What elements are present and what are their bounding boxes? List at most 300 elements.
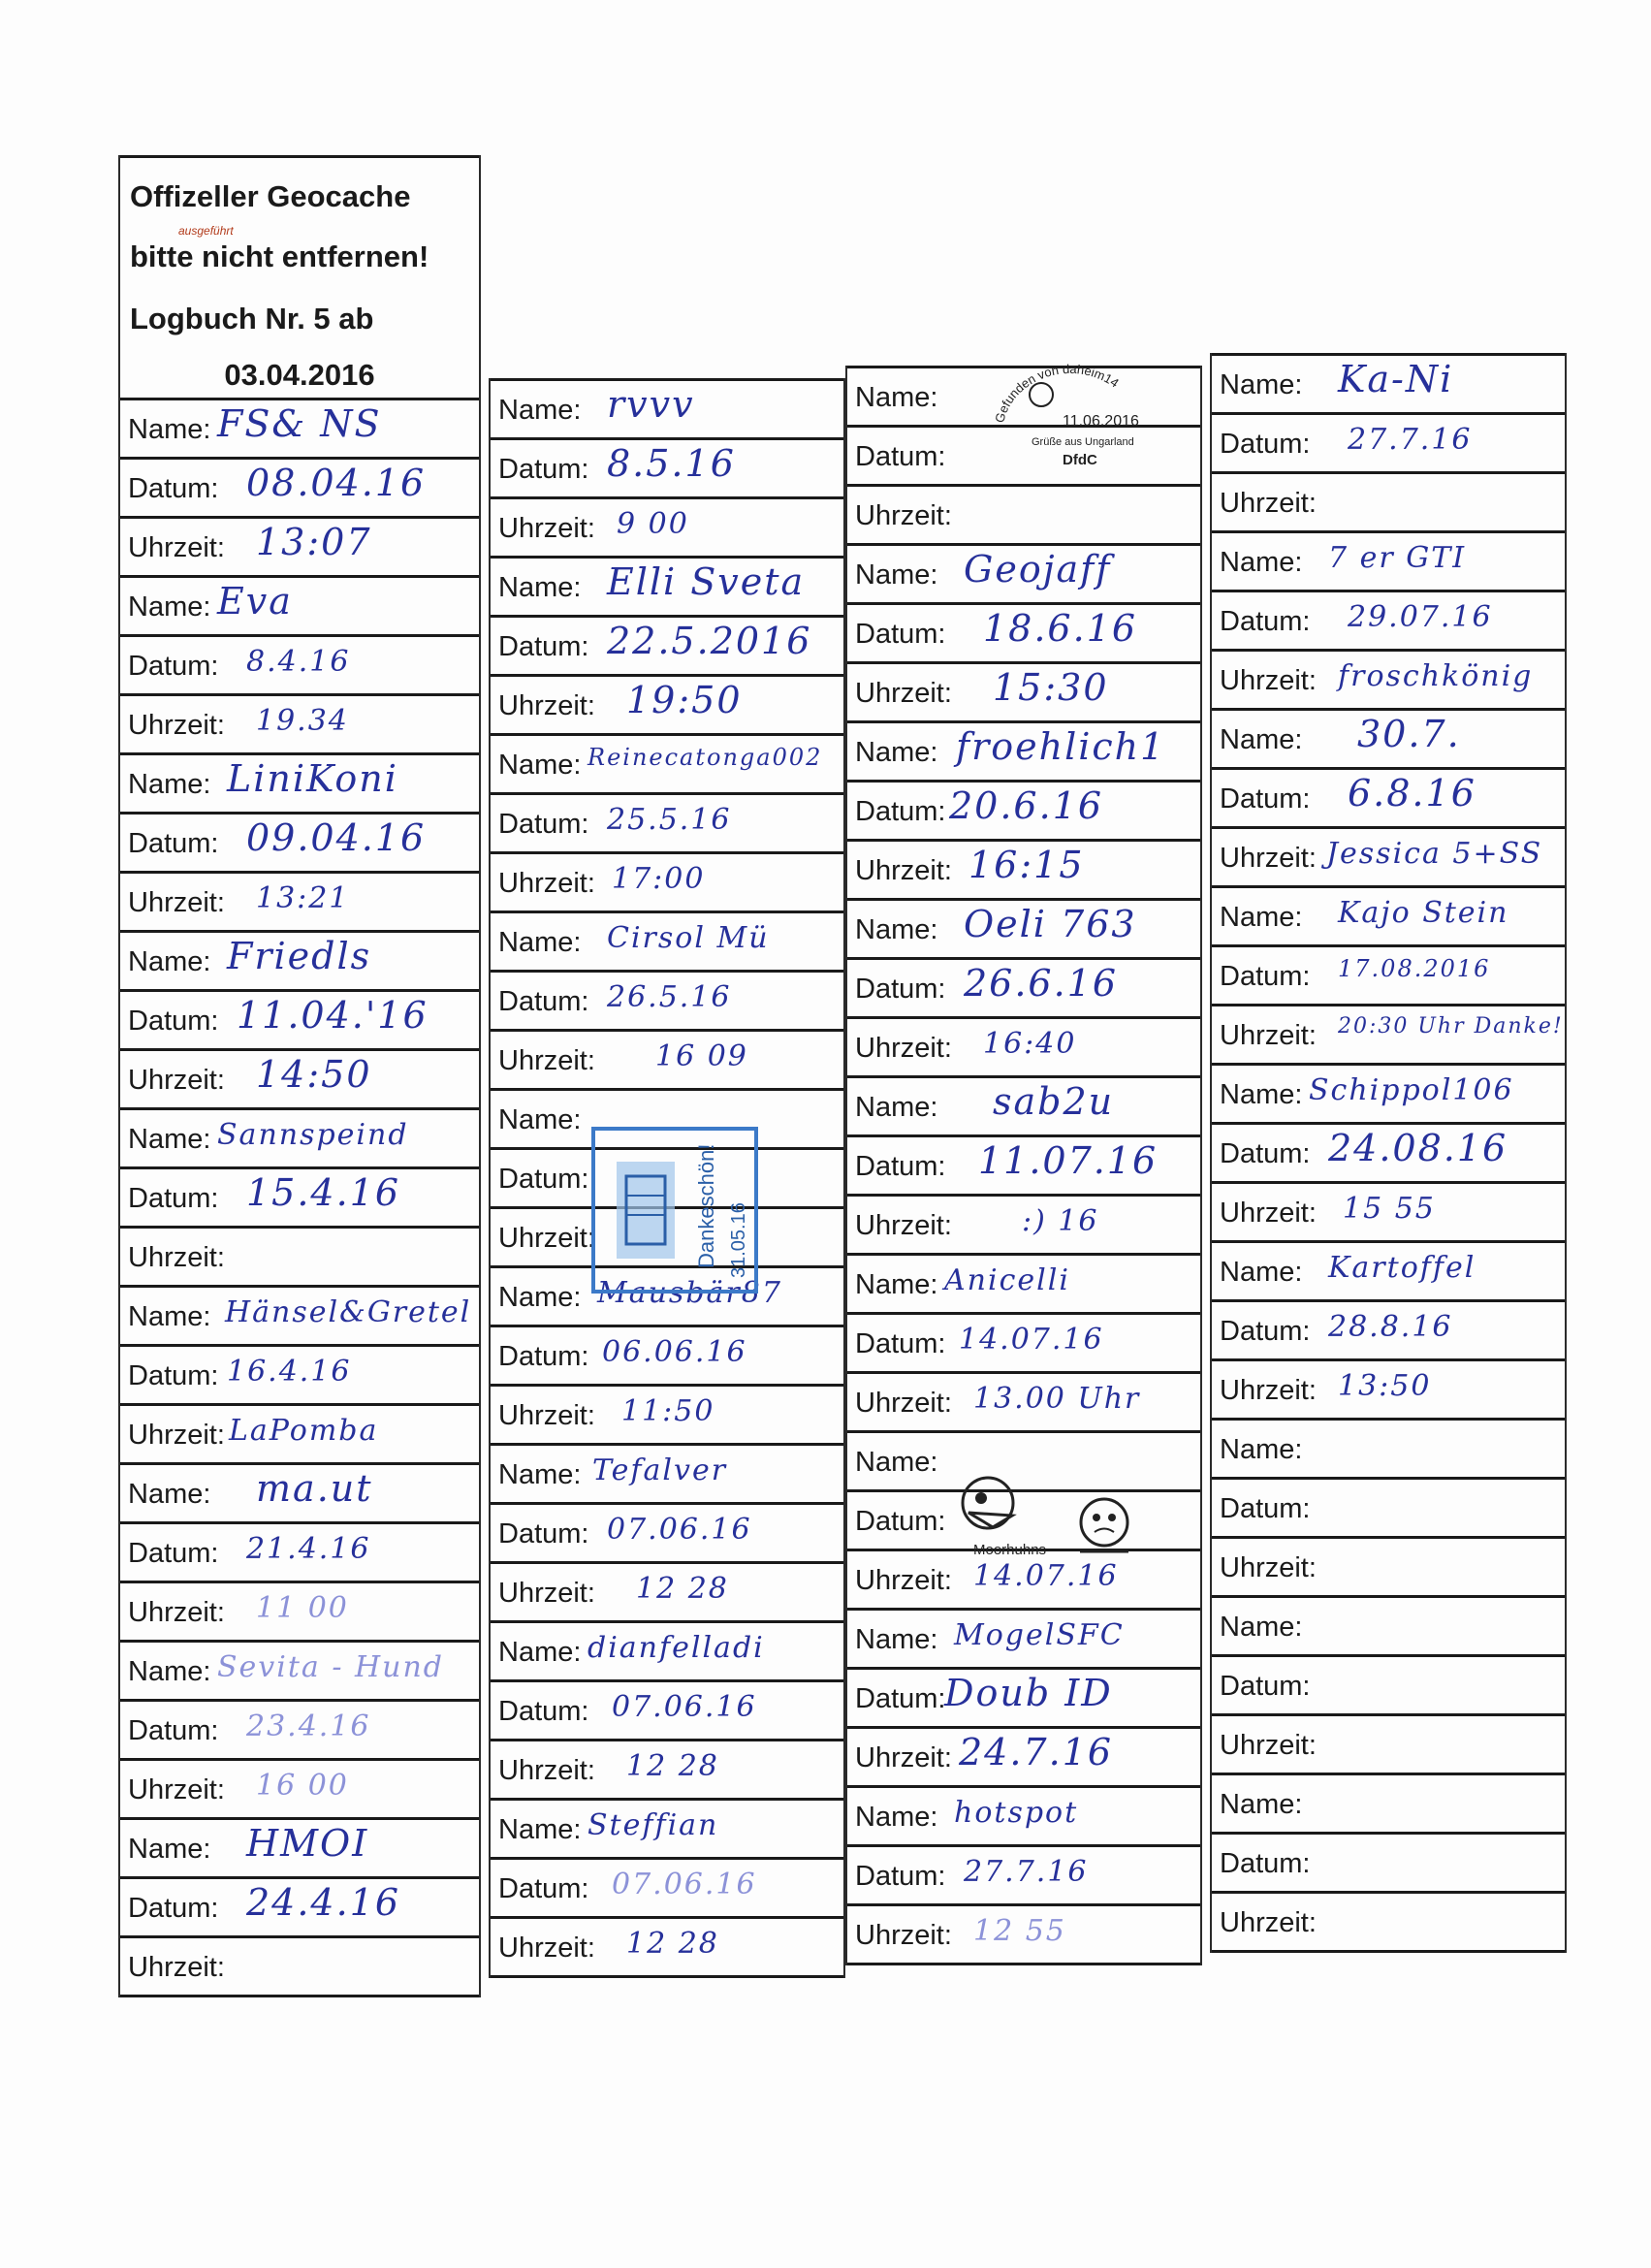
entry-name-row	[1212, 708, 1565, 767]
name-label: Name:	[128, 591, 211, 623]
header-start-date: 03.04.2016	[224, 358, 375, 392]
entry-uhrzeit-row	[847, 1371, 1200, 1430]
entry-uhrzeit-value: 12 28	[626, 1749, 719, 1783]
entry-datum-value: 24.4.16	[246, 1881, 401, 1924]
entry-datum-row	[1212, 412, 1565, 471]
entry-datum-row	[1212, 1299, 1565, 1358]
datum-label: Datum:	[498, 631, 589, 662]
entry-name-row	[1212, 353, 1565, 412]
entry-datum-row	[491, 615, 843, 674]
entry-datum-row	[847, 1134, 1200, 1194]
entry-datum-row	[847, 602, 1200, 661]
entry-uhrzeit-row	[1212, 1536, 1565, 1595]
name-label: Name:	[128, 1124, 211, 1155]
uhrzeit-label: Uhrzeit:	[1220, 665, 1317, 696]
uhrzeit-label: Uhrzeit:	[1220, 843, 1317, 874]
entry-name-row	[120, 1462, 479, 1521]
name-label: Name:	[128, 1479, 211, 1510]
entry-uhrzeit-value: 19.34	[256, 704, 349, 738]
uhrzeit-label: Uhrzeit:	[1220, 1020, 1317, 1051]
entry-name-row	[491, 1443, 843, 1502]
datum-label: Datum:	[128, 1006, 219, 1037]
uhrzeit-label: Uhrzeit:	[1220, 488, 1317, 519]
entry-uhrzeit-value: 9 00	[617, 507, 689, 541]
entry-datum-value: 24.08.16	[1328, 1127, 1508, 1169]
entry-datum-row	[1212, 767, 1565, 826]
entry-name-value: froehlich1	[956, 725, 1166, 768]
name-label: Name:	[498, 1637, 582, 1668]
name-label: Name:	[498, 572, 582, 603]
entry-name-row	[847, 1253, 1200, 1312]
datum-label: Datum:	[1220, 1138, 1311, 1169]
entry-uhrzeit-row	[120, 1226, 479, 1285]
uhrzeit-label: Uhrzeit:	[498, 1223, 595, 1254]
entry-datum-value: Doub ID	[944, 1672, 1113, 1714]
entry-uhrzeit-row	[120, 1048, 479, 1107]
entry-uhrzeit-row	[1212, 1181, 1565, 1240]
entry-uhrzeit-row	[491, 1916, 843, 1975]
name-label: Name:	[498, 750, 582, 781]
entry-name-row	[120, 1817, 479, 1876]
stamp-date-text: 31.05.16	[728, 1202, 749, 1278]
entry-name-value: Eva	[217, 580, 293, 623]
name-label: Name:	[1220, 369, 1303, 400]
entry-name-value: Elli Sveta	[607, 560, 806, 603]
uhrzeit-label: Uhrzeit:	[1220, 1730, 1317, 1761]
name-label: Name:	[855, 382, 938, 413]
entry-datum-value: 8.5.16	[607, 442, 736, 485]
entry-name-row	[847, 1608, 1200, 1667]
entry-uhrzeit-value: 13.00 Uhr	[973, 1382, 1141, 1416]
entry-uhrzeit-row	[847, 839, 1200, 898]
entry-datum-row	[847, 1667, 1200, 1726]
entry-datum-row	[491, 792, 843, 851]
entry-datum-value: 29.07.16	[1348, 600, 1493, 634]
uhrzeit-label: Uhrzeit:	[128, 1420, 225, 1451]
entry-datum-value: 28.8.16	[1328, 1310, 1453, 1344]
datum-label: Datum:	[498, 1341, 589, 1372]
entry-name-value: Kartoffel	[1328, 1251, 1476, 1285]
log-column-1	[118, 155, 481, 1997]
entry-name-value: sab2u	[993, 1080, 1115, 1123]
entry-name-row	[120, 1640, 479, 1699]
entry-name-value: ma.ut	[256, 1467, 373, 1510]
entry-name-row	[1212, 1418, 1565, 1477]
uhrzeit-label: Uhrzeit:	[128, 1952, 225, 1983]
datum-label: Datum:	[855, 974, 946, 1005]
entry-name-value: Mausbär87	[597, 1276, 782, 1310]
datum-label: Datum:	[855, 1861, 946, 1892]
uhrzeit-label: Uhrzeit:	[855, 1388, 952, 1419]
entry-uhrzeit-value: 13:50	[1338, 1369, 1432, 1403]
stamp-round-top-text: Gefunden von daheim14	[992, 361, 1122, 425]
entry-uhrzeit-row	[847, 1903, 1200, 1963]
entry-datum-value: 22.5.2016	[607, 620, 812, 662]
entry-datum-row	[847, 1312, 1200, 1371]
entry-datum-row	[1212, 590, 1565, 649]
entry-datum-value: 09.04.16	[246, 816, 427, 859]
entry-datum-value: 11.04.'16	[237, 994, 429, 1037]
entry-datum-value: 6.8.16	[1348, 772, 1476, 815]
entry-uhrzeit-row	[847, 1016, 1200, 1075]
name-label: Name:	[1220, 902, 1303, 933]
entry-uhrzeit-row	[120, 1935, 479, 1995]
entry-uhrzeit-value: 16:40	[983, 1027, 1077, 1061]
entry-name-row	[120, 1285, 479, 1344]
name-label: Name:	[128, 414, 211, 445]
datum-label: Datum:	[855, 1151, 946, 1182]
entry-name-value: 7 er GTI	[1328, 541, 1467, 575]
entry-uhrzeit-row	[120, 1581, 479, 1640]
entry-uhrzeit-row	[491, 496, 843, 556]
header-handnote: ausgeführt	[178, 224, 234, 238]
entry-name-row	[847, 720, 1200, 780]
datum-label: Datum:	[855, 1506, 946, 1537]
entry-uhrzeit-value: Jessica 5+SS	[1326, 837, 1543, 871]
uhrzeit-label: Uhrzeit:	[128, 1065, 225, 1096]
entry-name-value: Anicelli	[944, 1263, 1070, 1297]
entry-datum-value: 07.06.16	[612, 1868, 757, 1901]
datum-label: Datum:	[1220, 1316, 1311, 1347]
uhrzeit-label: Uhrzeit:	[128, 887, 225, 918]
entry-name-row	[1212, 1063, 1565, 1122]
log-column-2	[489, 378, 845, 1978]
entry-datum-row	[847, 780, 1200, 839]
uhrzeit-label: Uhrzeit:	[498, 1045, 595, 1076]
entry-uhrzeit-row	[1212, 649, 1565, 708]
entry-name-value: Friedls	[227, 935, 372, 977]
datum-label: Datum:	[1220, 961, 1311, 992]
entry-name-value: Hänsel&Gretel	[225, 1295, 472, 1329]
name-label: Name:	[1220, 1079, 1303, 1110]
entry-name-row	[1212, 1773, 1565, 1832]
datum-label: Datum:	[498, 1518, 589, 1549]
entry-datum-row	[491, 970, 843, 1029]
datum-label: Datum:	[498, 1164, 589, 1195]
entry-uhrzeit-value: 13:21	[256, 881, 350, 915]
entry-datum-value: 26.6.16	[964, 962, 1119, 1005]
entry-name-value: HMOI	[246, 1822, 369, 1865]
name-label: Name:	[128, 1301, 211, 1332]
entry-datum-row	[120, 1699, 479, 1758]
entry-uhrzeit-row	[120, 871, 479, 930]
entry-datum-row	[120, 812, 479, 871]
name-label: Name:	[128, 1656, 211, 1687]
name-label: Name:	[498, 1459, 582, 1490]
datum-label: Datum:	[128, 1183, 219, 1214]
entry-uhrzeit-value: :) 16	[1022, 1204, 1099, 1238]
entry-name-value: Steffian	[587, 1808, 719, 1842]
round-date-stamp	[973, 356, 1167, 482]
entry-name-row	[491, 378, 843, 437]
name-label: Name:	[498, 1104, 582, 1135]
name-label: Name:	[1220, 547, 1303, 578]
uhrzeit-label: Uhrzeit:	[855, 1920, 952, 1951]
entry-datum-row	[120, 1521, 479, 1581]
entry-name-row	[120, 930, 479, 989]
entry-uhrzeit-value: 19:50	[626, 679, 743, 721]
entry-datum-value: 8.4.16	[246, 645, 351, 679]
entry-datum-row	[1212, 944, 1565, 1004]
header-subtitle: bitte nicht entfernen!	[130, 240, 429, 273]
name-label: Name:	[855, 559, 938, 591]
datum-label: Datum:	[498, 1696, 589, 1727]
name-label: Name:	[855, 1624, 938, 1655]
entry-name-row	[120, 752, 479, 812]
entry-datum-row	[1212, 1122, 1565, 1181]
entry-name-value: Ka-Ni	[1338, 358, 1454, 400]
entry-uhrzeit-value: 15 55	[1343, 1192, 1436, 1226]
entry-name-value: Schippol106	[1309, 1073, 1514, 1107]
datum-label: Datum:	[855, 1683, 946, 1714]
uhrzeit-label: Uhrzeit:	[855, 1210, 952, 1241]
entry-datum-value: 27.7.16	[964, 1855, 1089, 1889]
entry-uhrzeit-row	[491, 1739, 843, 1798]
entry-uhrzeit-row	[1212, 471, 1565, 530]
entry-name-value: dianfelladi	[587, 1631, 765, 1665]
entry-name-row	[1212, 885, 1565, 944]
datum-label: Datum:	[498, 986, 589, 1017]
name-label: Name:	[1220, 724, 1303, 755]
entry-name-row	[847, 1075, 1200, 1134]
uhrzeit-label: Uhrzeit:	[855, 1742, 952, 1773]
datum-label: Datum:	[128, 473, 219, 504]
log-column-4	[1210, 353, 1567, 1953]
entry-uhrzeit-value: 16 00	[256, 1769, 349, 1803]
log-column-3	[845, 361, 1202, 1965]
entry-name-row	[120, 575, 479, 634]
name-label: Name:	[498, 927, 582, 958]
datum-label: Datum:	[1220, 783, 1311, 815]
entry-datum-value: 08.04.16	[246, 462, 427, 504]
entry-datum-value: 07.06.16	[607, 1513, 752, 1547]
entry-uhrzeit-row	[120, 516, 479, 575]
entry-datum-row	[120, 1344, 479, 1403]
datum-label: Datum:	[498, 1873, 589, 1904]
entry-name-row	[491, 910, 843, 970]
datum-label: Datum:	[128, 651, 219, 682]
uhrzeit-label: Uhrzeit:	[498, 1578, 595, 1609]
entry-datum-value: 14.07.16	[959, 1323, 1104, 1357]
entry-datum-row	[120, 989, 479, 1048]
entry-uhrzeit-value: 11 00	[256, 1591, 349, 1625]
uhrzeit-label: Uhrzeit:	[128, 1774, 225, 1805]
name-label: Name:	[1220, 1789, 1303, 1820]
entry-datum-value: 18.6.16	[983, 607, 1138, 650]
entry-name-value: Oeli 763	[964, 903, 1137, 945]
entry-uhrzeit-row	[847, 1726, 1200, 1785]
entry-name-value: Sevita - Hund	[217, 1650, 445, 1684]
entry-datum-row	[491, 437, 843, 496]
entry-datum-value: 07.06.16	[612, 1690, 757, 1724]
entry-datum-row	[491, 1325, 843, 1384]
name-label: Name:	[1220, 1434, 1303, 1465]
datum-label: Datum:	[1220, 1493, 1311, 1524]
entry-datum-row	[120, 1876, 479, 1935]
entry-datum-row	[1212, 1832, 1565, 1891]
entry-uhrzeit-value: 12 28	[636, 1572, 729, 1606]
entry-datum-value: 16.4.16	[227, 1355, 352, 1389]
uhrzeit-label: Uhrzeit:	[1220, 1198, 1317, 1229]
entry-name-value: 30.7.	[1357, 713, 1461, 755]
entry-uhrzeit-value: 24.7.16	[959, 1731, 1114, 1773]
entry-name-row	[847, 1785, 1200, 1844]
entry-uhrzeit-value: 14:50	[256, 1053, 372, 1096]
name-label: Name:	[855, 737, 938, 768]
entry-uhrzeit-value: 17:00	[612, 862, 706, 896]
entry-name-value: Sannspeind	[217, 1118, 409, 1152]
entry-uhrzeit-value: 12 55	[973, 1914, 1066, 1948]
entry-uhrzeit-row	[491, 1384, 843, 1443]
uhrzeit-label: Uhrzeit:	[855, 500, 952, 531]
entry-datum-row	[1212, 1477, 1565, 1536]
entry-name-value: hotspot	[954, 1796, 1079, 1830]
entry-uhrzeit-value: 15:30	[993, 666, 1109, 709]
entry-uhrzeit-row	[120, 1403, 479, 1462]
uhrzeit-label: Uhrzeit:	[1220, 1375, 1317, 1406]
entry-datum-value: 26.5.16	[607, 980, 732, 1014]
entry-uhrzeit-row	[491, 1029, 843, 1088]
entry-uhrzeit-row	[120, 1758, 479, 1817]
uhrzeit-label: Uhrzeit:	[128, 1242, 225, 1273]
entry-datum-row	[1212, 1654, 1565, 1713]
entry-name-row	[120, 398, 479, 457]
entry-datum-value: 23.4.16	[246, 1709, 371, 1743]
entry-name-row	[491, 556, 843, 615]
entry-datum-value: 15.4.16	[246, 1171, 401, 1214]
name-label: Name:	[855, 914, 938, 945]
entry-name-row	[491, 733, 843, 792]
entry-datum-row	[491, 1502, 843, 1561]
entry-uhrzeit-row	[1212, 826, 1565, 885]
uhrzeit-label: Uhrzeit:	[498, 1400, 595, 1431]
entry-name-row	[847, 898, 1200, 957]
entry-datum-value: 17.08.2016	[1338, 955, 1491, 982]
entry-name-row	[491, 1798, 843, 1857]
entry-name-row	[1212, 1595, 1565, 1654]
uhrzeit-label: Uhrzeit:	[855, 1565, 952, 1596]
name-label: Name:	[855, 1802, 938, 1833]
entry-datum-row	[847, 1844, 1200, 1903]
entry-uhrzeit-row	[491, 851, 843, 910]
entry-uhrzeit-value: 16:15	[968, 844, 1085, 886]
entry-uhrzeit-row	[491, 674, 843, 733]
entry-uhrzeit-value: froschkönig	[1338, 659, 1534, 693]
entry-name-value: Tefalver	[592, 1453, 728, 1487]
datum-label: Datum:	[128, 1715, 219, 1746]
name-label: Name:	[855, 1092, 938, 1123]
entry-uhrzeit-row	[120, 693, 479, 752]
entry-uhrzeit-value: 11:50	[621, 1394, 715, 1428]
entry-name-row	[491, 1620, 843, 1679]
entry-uhrzeit-row	[847, 484, 1200, 543]
datum-label: Datum:	[1220, 429, 1311, 460]
name-label: Name:	[855, 1447, 938, 1478]
uhrzeit-label: Uhrzeit:	[498, 513, 595, 544]
name-label: Name:	[1220, 1612, 1303, 1643]
datum-label: Datum:	[128, 1893, 219, 1924]
dankeschoen-stamp	[587, 1123, 762, 1297]
name-label: Name:	[1220, 1257, 1303, 1288]
entry-datum-row	[120, 634, 479, 693]
uhrzeit-label: Uhrzeit:	[498, 690, 595, 721]
datum-label: Datum:	[855, 619, 946, 650]
entry-datum-value: 21.4.16	[246, 1532, 371, 1566]
stamp-round-date: 11.06.2016	[1063, 413, 1139, 430]
moorhuhn-drawing	[935, 1469, 1158, 1576]
entry-uhrzeit-value: 12 28	[626, 1927, 719, 1961]
uhrzeit-label: Uhrzeit:	[128, 710, 225, 741]
uhrzeit-label: Uhrzeit:	[128, 532, 225, 563]
entry-uhrzeit-value: 14.07.16	[973, 1559, 1119, 1593]
entry-name-value: FS& NS	[217, 402, 382, 445]
uhrzeit-label: Uhrzeit:	[128, 1597, 225, 1628]
datum-label: Datum:	[855, 796, 946, 827]
datum-label: Datum:	[855, 441, 946, 472]
name-label: Name:	[128, 946, 211, 977]
datum-label: Datum:	[498, 454, 589, 485]
uhrzeit-label: Uhrzeit:	[498, 1755, 595, 1786]
stamp-round-bottom: DfdC	[1063, 452, 1097, 468]
entry-uhrzeit-value: 16 09	[655, 1039, 748, 1073]
entry-datum-value: 11.07.16	[978, 1139, 1159, 1182]
name-label: Name:	[855, 1269, 938, 1300]
uhrzeit-label: Uhrzeit:	[855, 678, 952, 709]
entry-datum-row	[120, 1166, 479, 1226]
entry-datum-value: 20.6.16	[949, 784, 1104, 827]
entry-uhrzeit-row	[1212, 1713, 1565, 1773]
entry-name-row	[847, 543, 1200, 602]
entry-uhrzeit-row	[1212, 1358, 1565, 1418]
header-title: Offizeller Geocache	[130, 179, 411, 213]
name-label: Name:	[498, 395, 582, 426]
entry-datum-row	[491, 1679, 843, 1739]
name-label: Name:	[498, 1814, 582, 1845]
entry-name-value: MogelSFC	[954, 1618, 1125, 1652]
uhrzeit-label: Uhrzeit:	[1220, 1552, 1317, 1583]
entry-uhrzeit-value: LaPomba	[229, 1414, 379, 1448]
entry-uhrzeit-row	[1212, 1891, 1565, 1950]
entry-uhrzeit-row	[847, 1194, 1200, 1253]
uhrzeit-label: Uhrzeit:	[1220, 1907, 1317, 1938]
entry-datum-value: 25.5.16	[607, 803, 732, 837]
name-label: Name:	[128, 1834, 211, 1865]
datum-label: Datum:	[128, 1360, 219, 1391]
entry-datum-row	[120, 457, 479, 516]
uhrzeit-label: Uhrzeit:	[855, 1033, 952, 1064]
logbook-header	[120, 155, 479, 398]
entry-datum-value: 27.7.16	[1348, 423, 1473, 457]
name-label: Name:	[128, 769, 211, 800]
stamp-round-sub: Grüße aus Ungarland	[1032, 436, 1134, 448]
entry-name-value: Kajo Stein	[1338, 896, 1509, 930]
entry-datum-row	[491, 1857, 843, 1916]
entry-name-value: rvvv	[607, 383, 695, 426]
entry-uhrzeit-row	[491, 1561, 843, 1620]
name-label: Name:	[498, 1282, 582, 1313]
entry-name-row	[1212, 1240, 1565, 1299]
entry-name-row	[1212, 530, 1565, 590]
header-logbook-number: Logbuch Nr. 5 ab	[130, 302, 374, 335]
entry-name-value: LiniKoni	[227, 757, 398, 800]
entry-datum-row	[847, 957, 1200, 1016]
entry-uhrzeit-value: 20:30 Uhr Danke!	[1338, 1014, 1564, 1038]
datum-label: Datum:	[1220, 1848, 1311, 1879]
datum-label: Datum:	[1220, 606, 1311, 637]
entry-name-value: Cirsol Mü	[607, 921, 770, 955]
datum-label: Datum:	[128, 828, 219, 859]
datum-label: Datum:	[855, 1328, 946, 1359]
